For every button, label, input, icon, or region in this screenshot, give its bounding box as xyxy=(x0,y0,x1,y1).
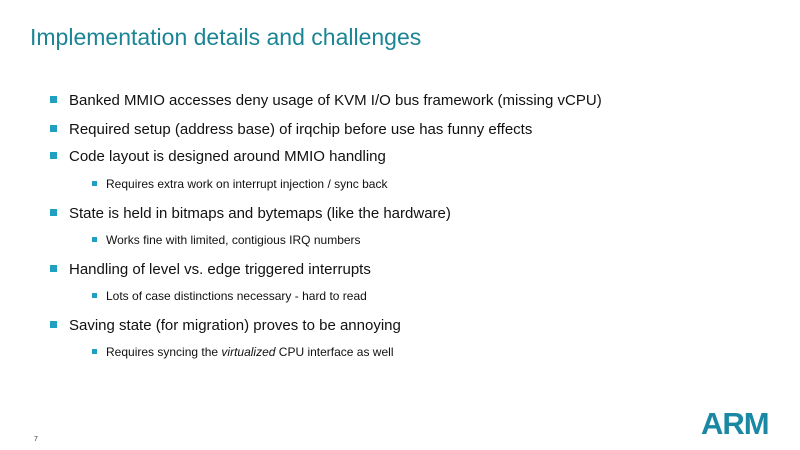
sub-bullet-text: Works fine with limited, contigious IRQ numbers xyxy=(106,233,361,247)
square-bullet-icon xyxy=(50,209,57,216)
bullet-text: Code layout is designed around MMIO handling xyxy=(69,148,386,165)
bullet-text: Handling of level vs. edge triggered interrupts xyxy=(69,261,371,278)
sub-bullet-text: CPU interface as well xyxy=(275,345,394,359)
bullet-item xyxy=(50,92,602,109)
square-bullet-icon xyxy=(50,321,57,328)
square-bullet-icon xyxy=(92,293,97,298)
square-bullet-icon xyxy=(50,125,57,132)
sub-bullet-text: Lots of case distinctions necessary - hard to read xyxy=(106,289,367,303)
sub-bullet-emphasis: virtualized xyxy=(221,345,276,359)
sub-bullet-text: Requires extra work on interrupt injection / sync back xyxy=(106,177,388,191)
square-bullet-icon xyxy=(92,349,97,354)
bullet-item xyxy=(50,205,451,222)
square-bullet-icon xyxy=(50,96,57,103)
square-bullet-icon xyxy=(92,181,97,186)
bullet-item xyxy=(50,148,386,165)
bullet-item xyxy=(50,121,532,138)
arm-logo: ARM xyxy=(701,406,769,441)
bullet-text: Required setup (address base) of irqchip before use has funny effects xyxy=(69,121,533,138)
slide-title: Implementation details and challenges xyxy=(30,24,422,50)
sub-bullet-item xyxy=(92,233,361,247)
sub-bullet-item xyxy=(92,289,367,303)
square-bullet-icon xyxy=(50,265,57,272)
bullet-text: Banked MMIO accesses deny usage of KVM I/O bus framework (missing vCPU) xyxy=(69,92,602,109)
square-bullet-icon xyxy=(92,237,97,242)
sub-bullet-item xyxy=(92,345,393,359)
sub-bullet-item xyxy=(92,177,387,191)
bullet-text: Saving state (for migration) proves to be annoying xyxy=(69,317,401,334)
square-bullet-icon xyxy=(50,152,57,159)
bullet-item xyxy=(50,317,401,334)
sub-bullet-text: Requires syncing the xyxy=(106,345,222,359)
bullet-item xyxy=(50,261,371,278)
page-number: 7 xyxy=(34,436,38,443)
bullet-text: State is held in bitmaps and bytemaps (like the hardware) xyxy=(69,205,451,222)
